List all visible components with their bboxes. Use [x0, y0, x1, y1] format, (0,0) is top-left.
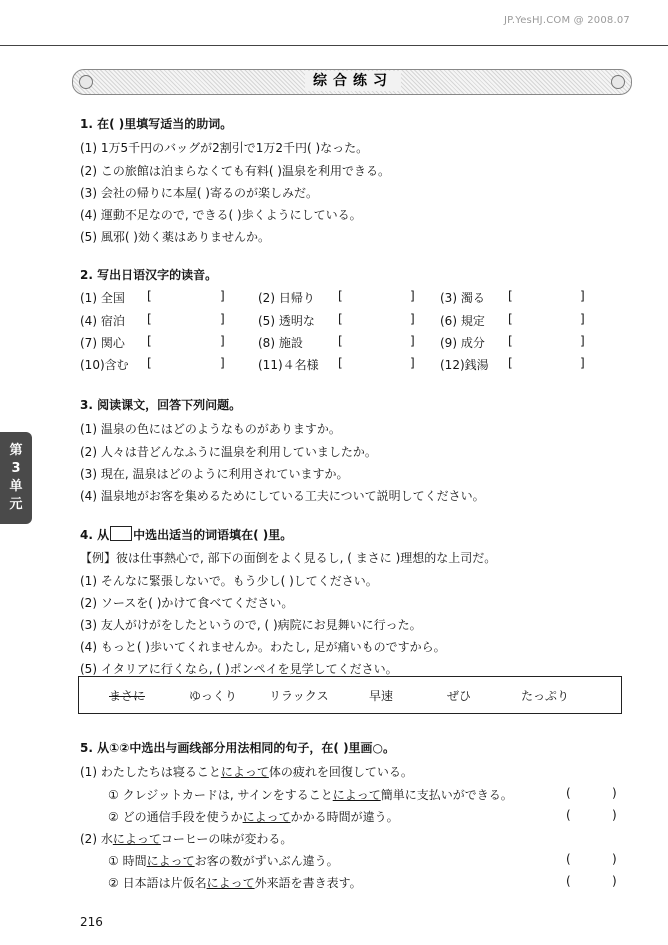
- q2-opt1-pre: ① 時間: [108, 854, 147, 868]
- section-5-title: 5. 从①②中选出与画线部分用法相同的句子，在( )里画○。: [80, 741, 396, 755]
- reading-bracket-close: ]: [410, 312, 415, 326]
- word-choice-box: [78, 676, 622, 714]
- reading-bracket-close: ]: [220, 334, 225, 348]
- choice: ゆっくり: [189, 689, 237, 703]
- banner-left-dot: [79, 75, 93, 89]
- s5-question-2: [80, 830, 292, 847]
- banner-title: 综合练习: [305, 71, 401, 91]
- reading-item-label: (12)銭湯: [440, 358, 489, 372]
- reading-bracket-close: ]: [580, 356, 585, 370]
- q2-opt2-underlined: によって: [206, 876, 255, 890]
- choice: リラックス: [269, 689, 329, 703]
- reading-item-label: (7) 関心: [80, 336, 125, 350]
- reading-bracket-open: [: [147, 334, 152, 348]
- reading-item-label: (6) 規定: [440, 314, 485, 328]
- reading-item-label: (11)４名様: [258, 358, 319, 372]
- reading-bracket-close: ]: [580, 289, 585, 303]
- q1-opt1-pre: ① クレジットカードは, サインをすること: [108, 788, 333, 802]
- s5-q1-option-1: [108, 786, 513, 803]
- section-4-title-b: 中选出适当的词语填在( )里。: [133, 528, 293, 542]
- page-number: 216: [80, 915, 103, 929]
- s1-item-5: (5) 風邪( )効く薬はありませんか。: [80, 230, 270, 244]
- s1-item-1: (1) 1万5千円のバッグが2割引で1万2千円( )なった。: [80, 141, 369, 155]
- s5-q2-option-2: [108, 874, 362, 891]
- watermark: JP.YesHJ.COM @ 2008.07: [504, 15, 630, 26]
- section-banner: [72, 69, 632, 95]
- s3-item-2: (2) 人々は昔どんなふうに温泉を利用していましたか。: [80, 445, 377, 459]
- reading-bracket-close: ]: [220, 356, 225, 370]
- s4-item-3: (3) 友人がけがをしたというので, ( )病院にお見舞いに行った。: [80, 618, 422, 632]
- reading-bracket-open: [: [338, 289, 343, 303]
- answer-paren-close: ): [612, 874, 617, 888]
- reading-item-label: (1) 全国: [80, 291, 125, 305]
- s4-item-2: (2) ソースを( )かけて食べてください。: [80, 596, 294, 610]
- banner-right-dot: [611, 75, 625, 89]
- s4-item-1: (1) そんなに緊張しないで。もう少し( )してください。: [80, 574, 378, 588]
- reading-item-label: (8) 施設: [258, 336, 303, 350]
- section-2-title: 2. 写出日语汉字的读音。: [80, 268, 218, 282]
- reading-bracket-close: ]: [410, 289, 415, 303]
- q2-opt1-post: お客の数がずいぶん違う。: [194, 854, 339, 868]
- reading-bracket-open: [: [508, 289, 513, 303]
- s4-item-5: (5) イタリアに行くなら, ( )ポンペイを見学してください。: [80, 662, 398, 676]
- s4-example: 【例】彼は仕事熱心で, 部下の面倒をよく見るし, ( まさに )理想的な上司だ。: [80, 551, 497, 565]
- q1-post: 体の疲れを回復している。: [268, 765, 413, 779]
- reading-bracket-open: [: [508, 334, 513, 348]
- s3-item-4: (4) 温泉地がお客を集めるためにしている工夫について説明してください。: [80, 489, 485, 503]
- reading-bracket-close: ]: [410, 334, 415, 348]
- s3-item-1: (1) 温泉の色にはどのようなものがありますか。: [80, 422, 341, 436]
- header-rule: [0, 45, 668, 46]
- q2-post: コーヒーの味が変わる。: [160, 832, 293, 846]
- s5-q2-option-1: [108, 852, 339, 869]
- q1-underlined: によって: [220, 765, 269, 779]
- reading-bracket-close: ]: [220, 289, 225, 303]
- s5-question-1: [80, 763, 413, 780]
- reading-bracket-open: [: [338, 334, 343, 348]
- q2-opt1-underlined: によって: [146, 854, 195, 868]
- answer-paren-open: (: [566, 852, 571, 866]
- reading-item-label: (5) 透明な: [258, 314, 315, 328]
- unit-side-tab-label: 第3单元: [9, 443, 23, 512]
- reading-item-label: (3) 濁る: [440, 291, 485, 305]
- s1-item-3: (3) 会社の帰りに本屋( )寄るのが楽しみだ。: [80, 186, 318, 200]
- q2-opt2-post: 外来語を書き表す。: [254, 876, 362, 890]
- q1-opt1-underlined: によって: [332, 788, 381, 802]
- choice: ぜひ: [447, 689, 472, 703]
- answer-paren-close: ): [612, 808, 617, 822]
- q2-pre: (2) 水: [80, 832, 113, 846]
- section-3-title: 3. 阅读课文，回答下列问题。: [80, 398, 242, 412]
- reading-bracket-close: ]: [220, 312, 225, 326]
- s1-item-4: (4) 運動不足なので, できる( )歩くようにしている。: [80, 208, 362, 222]
- answer-paren-close: ): [612, 786, 617, 800]
- section-4-title-a: 4. 从: [80, 528, 110, 542]
- reading-item-label: (10)含む: [80, 358, 129, 372]
- box-mark: [110, 526, 132, 541]
- q1-opt1-post: 簡単に支払いができる。: [380, 788, 513, 802]
- answer-paren-open: (: [566, 786, 571, 800]
- reading-bracket-close: ]: [410, 356, 415, 370]
- reading-bracket-open: [: [338, 356, 343, 370]
- reading-bracket-open: [: [147, 289, 152, 303]
- s1-item-2: (2) この旅館は泊まらなくても有料( )温泉を利用できる。: [80, 164, 390, 178]
- reading-bracket-open: [: [508, 312, 513, 326]
- q1-opt2-pre: ② どの通信手段を使うか: [108, 810, 243, 824]
- unit-side-tab: [0, 432, 32, 524]
- answer-paren-open: (: [566, 808, 571, 822]
- reading-item-label: (2) 日帰り: [258, 291, 315, 305]
- reading-bracket-close: ]: [580, 334, 585, 348]
- choice: たっぷり: [521, 689, 570, 703]
- reading-bracket-open: [: [508, 356, 513, 370]
- q1-opt2-underlined: によって: [242, 810, 291, 824]
- reading-bracket-open: [: [147, 356, 152, 370]
- reading-bracket-open: [: [147, 312, 152, 326]
- q2-opt2-pre: ② 日本語は片仮名: [108, 876, 207, 890]
- answer-paren-close: ): [612, 852, 617, 866]
- s3-item-3: (3) 現在, 温泉はどのように利用されていますか。: [80, 467, 349, 481]
- reading-bracket-open: [: [338, 312, 343, 326]
- q1-opt2-post: かかる時間が違う。: [290, 810, 399, 824]
- section-1-title: 1. 在( )里填写适当的助词。: [80, 117, 233, 131]
- reading-bracket-close: ]: [580, 312, 585, 326]
- reading-item-label: (4) 宿泊: [80, 314, 125, 328]
- q2-underlined: によって: [112, 832, 161, 846]
- s4-item-4: (4) もっと( )歩いてくれませんか。わたし, 足が痛いものですから。: [80, 640, 446, 654]
- choice: 早速: [369, 689, 394, 703]
- s5-q1-option-2: [108, 808, 399, 825]
- choice-used: まさに: [109, 689, 146, 703]
- q1-pre: (1) わたしたちは寝ること: [80, 765, 221, 779]
- answer-paren-open: (: [566, 874, 571, 888]
- section-4-title: [80, 526, 292, 543]
- reading-item-label: (9) 成分: [440, 336, 485, 350]
